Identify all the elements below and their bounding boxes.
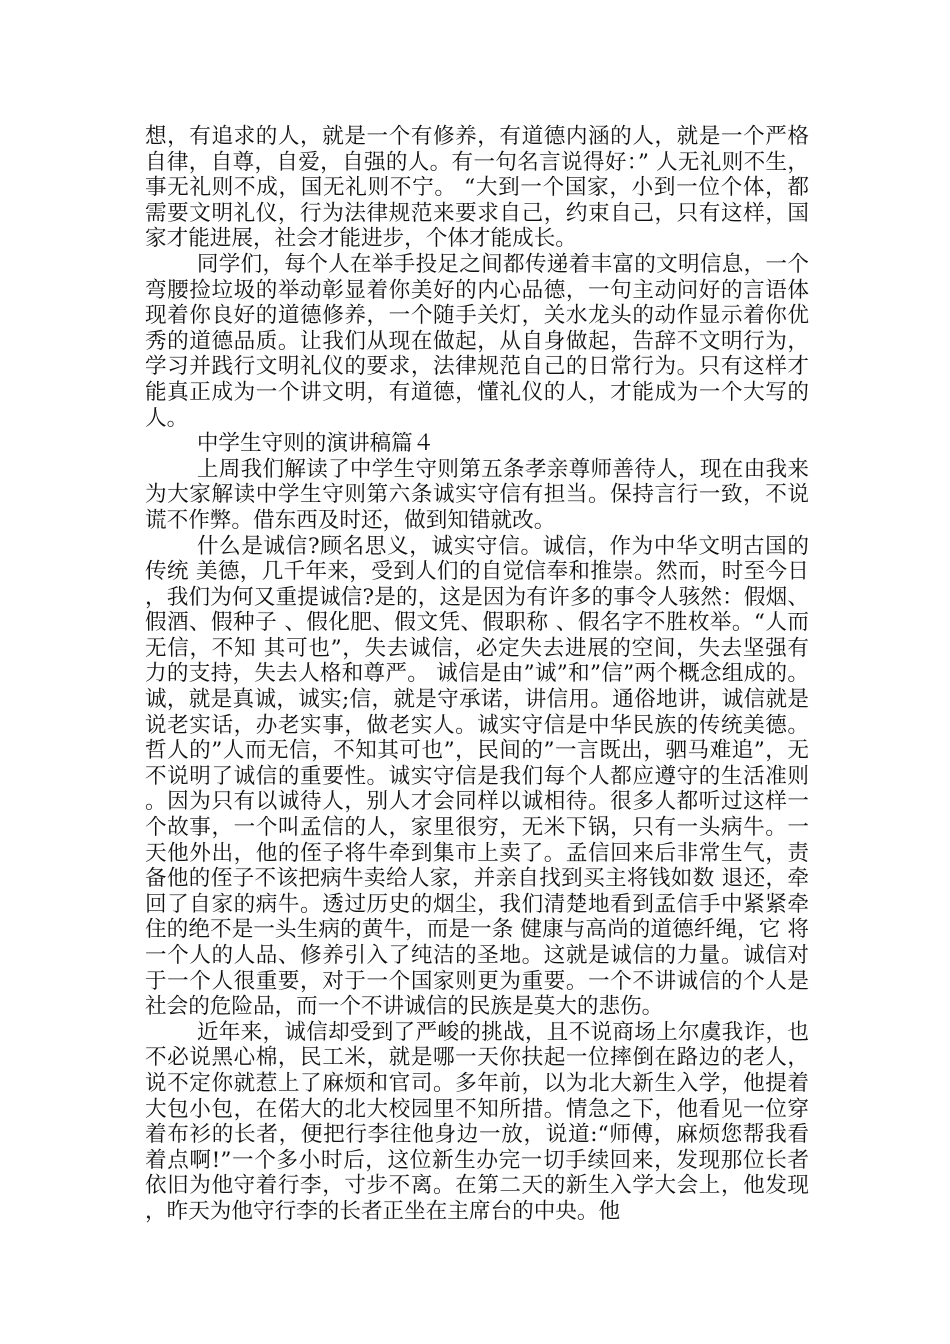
section-heading: 中学生守则的演讲稿篇４ [196,431,435,457]
paragraph-2: 同学们，每个人在举手投足之间都传递着丰富的文明信息，一个弯腰捡垃圾的举动彰显着你美好的内心品德，一句主动问好的言语体现着你良好的道德修养，一个随手关灯，关水龙头的动作显示着你优秀的道德品质。让我们从现在做起，从自身做起，告辞不文明行为，学习并践行文明礼仪的要求，法律规范自己的日常行为。只有这样才能真正成为一个讲文明，有道德，懂礼仪的人，才能成为一个大写的人。 [145,251,809,431]
paragraph-5: 近年来，诚信却受到了严峻的挑战，且不说商场上尔虞我诈，也不必说黑心棉，民工米，就是哪一天你扶起一位摔倒在路边的老人，说不定你就惹上了麻烦和官司。多年前，以为北大新生入学，他提着大包小包，在偌大的北大校园里不知所措。情急之下，他看见一位穿着布衫的长者，便把行李往他身边一放，说道:“师傅，麻烦您帮我看着点啊!”一个多小时后，这位新生办完一切手续回来，发现那位长者依旧为他守着行李，寸步不离。在第二天的新生入学大会上，他发现，昨天为他守行李的长者正坐在主席台的中央。他 [145,1019,809,1224]
paragraph-3: 上周我们解读了中学生守则第五条孝亲尊师善待人，现在由我来为大家解读中学生守则第六条诚实守信有担当。保持言行一致，不说谎不作弊。借东西及时还，做到知错就改。 [145,456,809,533]
paragraph-4: 什么是诚信?顾名思义，诚实守信。诚信，作为中华文明古国的传统 美德，几千年来，受到人们的自觉信奉和推崇。然而，时至今日，我们为何又重提诚信?是的，这是因为有许多的事令人骇然：假烟、假酒、假种子 、假化肥、假文凭、假职称 、假名字不胜枚举。“人而无信，不知 其可也”，失去诚信，必定失去进展的空间，失去坚强有力的支持，失去人格和尊严。 诚信是由”诚”和”信”两个概念组成的。诚，就是真诚，诚实;信，就是守承诺，讲信用。通俗地讲，诚信就是说老实话，办老实事，做老实人。诚实守信是中华民族的传统美德。哲人的”人而无信，不知其可也”，民间的”一言既出，驷马难追”，无不说明了诚信的重要性。诚实守信是我们每个人都应遵守的生活准则。因为只有以诚待人，别人才会同样以诚相待。很多人都听过这样一个故事，一个叫孟信的人，家里很穷，无米下锅，只有一头病牛。一天他外出，他的侄子将牛牵到集市上卖了。孟信回来后非常生气，责备他的侄子不该把病牛卖给人家，并亲自找到买主将钱如数 退还，牵回了自家的病牛。透过历史的烟尘，我们清楚地看到孟信手中紧紧牵住的绝不是一头生病的黄牛，而是一条 健康与高尚的道德纤绳，它 将一个人的人品、修养引入了纯洁的圣地。这就是诚信的力量。诚信对于一个人很重要，对于一个国家则更为重要。一个不讲诚信的个人是社会的危险品，而一个不讲诚信的民族是莫大的悲伤。 [145,533,809,1020]
document-body [145,124,809,1225]
paragraph-1: 想，有追求的人，就是一个有修养，有道德内涵的人，就是一个严格自律，自尊，自爱，自强的人。有一句名言说得好：” 人无礼则不生，事无礼则不成，国无礼则不宁。 “大到一个国家，小到一位个体，都需要文明礼仪，行为法律规范来要求自己，约束自己，只有这样，国家才能进展，社会才能进步，个体才能成长。 [145,124,809,252]
